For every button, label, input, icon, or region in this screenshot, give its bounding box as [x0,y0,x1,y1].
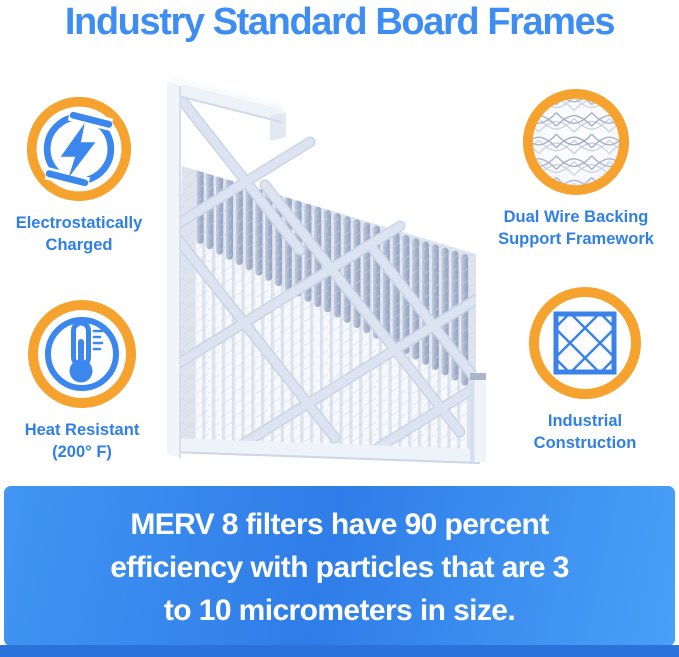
banner-line: efficiency with particles that are 3 [110,550,569,584]
feature-heat-resistant [0,298,164,463]
wire-mesh-icon [521,87,631,197]
feature-label: Heat Resistant (200° F) [24,421,140,461]
banner-line: to 10 micrometers in size. [163,593,516,627]
merv-info-banner [4,486,675,646]
banner-line: MERV 8 filters have 90 percent [130,507,549,541]
lightning-circle-icon [25,95,133,203]
feature-electrostatically-charged [0,95,161,256]
feature-industrial-construction [503,285,667,454]
lattice-square-icon [527,285,643,401]
feature-label: Electrostatically Charged [15,214,143,254]
thermometer-icon [26,298,138,410]
feature-dual-wire-backing [494,87,658,250]
feature-label: Industrial Construction [533,412,637,452]
feature-label: Dual Wire Backing Support Framework [498,208,654,248]
air-filter-cutaway-image [160,70,505,470]
page-title: Industry Standard Board Frames [64,1,615,43]
bottom-accent-strip [0,645,679,657]
